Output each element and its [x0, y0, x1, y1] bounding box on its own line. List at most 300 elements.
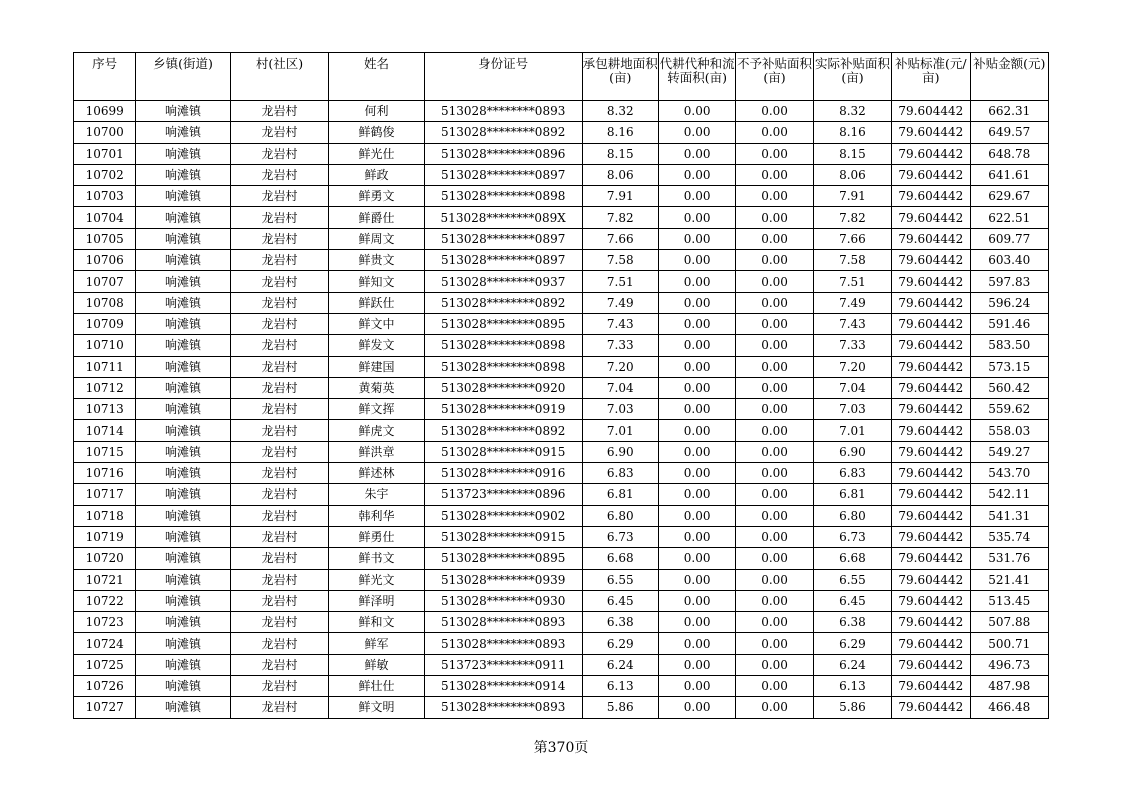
amount-cell: 496.73 [970, 654, 1048, 675]
transfer-area-cell: 0.00 [658, 313, 735, 334]
column-header: 序号 [74, 53, 136, 101]
contracted-area-cell: 7.03 [582, 399, 658, 420]
standard-cell: 79.604442 [892, 612, 970, 633]
name-cell: 韩利华 [329, 505, 424, 526]
standard-cell: 79.604442 [892, 313, 970, 334]
contracted-area-cell: 8.15 [582, 143, 658, 164]
excluded-area-cell: 0.00 [736, 654, 813, 675]
excluded-area-cell: 0.00 [736, 228, 813, 249]
seq-cell: 10703 [74, 186, 136, 207]
contracted-area-cell: 7.04 [582, 377, 658, 398]
name-cell: 鲜述林 [329, 463, 424, 484]
table-row [74, 526, 1049, 547]
table-row [74, 250, 1049, 271]
transfer-area-cell: 0.00 [658, 186, 735, 207]
seq-cell: 10718 [74, 505, 136, 526]
column-header: 实际补贴面积(亩) [813, 53, 891, 101]
table-row [74, 441, 1049, 462]
village-cell: 龙岩村 [230, 377, 329, 398]
standard-cell: 79.604442 [892, 484, 970, 505]
contracted-area-cell: 6.38 [582, 612, 658, 633]
id-number-cell: 513028********0892 [424, 292, 582, 313]
amount-cell: 648.78 [970, 143, 1048, 164]
standard-cell: 79.604442 [892, 590, 970, 611]
table-row [74, 207, 1049, 228]
standard-cell: 79.604442 [892, 228, 970, 249]
actual-area-cell: 6.55 [813, 569, 891, 590]
actual-area-cell: 8.06 [813, 164, 891, 185]
standard-cell: 79.604442 [892, 548, 970, 569]
contracted-area-cell: 6.24 [582, 654, 658, 675]
actual-area-cell: 6.81 [813, 484, 891, 505]
standard-cell: 79.604442 [892, 441, 970, 462]
town-cell: 响滩镇 [136, 228, 230, 249]
seq-cell: 10724 [74, 633, 136, 654]
name-cell: 鲜周文 [329, 228, 424, 249]
transfer-area-cell: 0.00 [658, 164, 735, 185]
contracted-area-cell: 7.49 [582, 292, 658, 313]
contracted-area-cell: 7.33 [582, 335, 658, 356]
seq-cell: 10714 [74, 420, 136, 441]
town-cell: 响滩镇 [136, 654, 230, 675]
column-header: 村(社区) [230, 53, 329, 101]
seq-cell: 10705 [74, 228, 136, 249]
village-cell: 龙岩村 [230, 356, 329, 377]
contracted-area-cell: 6.80 [582, 505, 658, 526]
contracted-area-cell: 6.29 [582, 633, 658, 654]
table-row [74, 548, 1049, 569]
table-row [74, 697, 1049, 718]
table-row [74, 612, 1049, 633]
standard-cell: 79.604442 [892, 505, 970, 526]
amount-cell: 597.83 [970, 271, 1048, 292]
name-cell: 鲜光文 [329, 569, 424, 590]
town-cell: 响滩镇 [136, 612, 230, 633]
excluded-area-cell: 0.00 [736, 505, 813, 526]
seq-cell: 10699 [74, 101, 136, 122]
excluded-area-cell: 0.00 [736, 612, 813, 633]
standard-cell: 79.604442 [892, 697, 970, 718]
excluded-area-cell: 0.00 [736, 377, 813, 398]
table-row [74, 484, 1049, 505]
town-cell: 响滩镇 [136, 377, 230, 398]
transfer-area-cell: 0.00 [658, 676, 735, 697]
actual-area-cell: 8.16 [813, 122, 891, 143]
transfer-area-cell: 0.00 [658, 420, 735, 441]
id-number-cell: 513028********0898 [424, 186, 582, 207]
actual-area-cell: 7.03 [813, 399, 891, 420]
name-cell: 鲜跃仕 [329, 292, 424, 313]
village-cell: 龙岩村 [230, 313, 329, 334]
village-cell: 龙岩村 [230, 292, 329, 313]
subsidy-table [73, 52, 1049, 719]
actual-area-cell: 7.04 [813, 377, 891, 398]
table-row [74, 122, 1049, 143]
standard-cell: 79.604442 [892, 463, 970, 484]
transfer-area-cell: 0.00 [658, 399, 735, 420]
actual-area-cell: 6.45 [813, 590, 891, 611]
name-cell: 鲜和文 [329, 612, 424, 633]
village-cell: 龙岩村 [230, 569, 329, 590]
transfer-area-cell: 0.00 [658, 335, 735, 356]
amount-cell: 531.76 [970, 548, 1048, 569]
id-number-cell: 513028********0892 [424, 420, 582, 441]
table-body [74, 101, 1049, 719]
name-cell: 鲜文明 [329, 697, 424, 718]
name-cell: 鲜贵文 [329, 250, 424, 271]
standard-cell: 79.604442 [892, 654, 970, 675]
table-row [74, 377, 1049, 398]
header-row [74, 53, 1049, 101]
village-cell: 龙岩村 [230, 505, 329, 526]
excluded-area-cell: 0.00 [736, 590, 813, 611]
village-cell: 龙岩村 [230, 484, 329, 505]
town-cell: 响滩镇 [136, 676, 230, 697]
town-cell: 响滩镇 [136, 335, 230, 356]
seq-cell: 10709 [74, 313, 136, 334]
table-row [74, 633, 1049, 654]
name-cell: 鲜勇仕 [329, 526, 424, 547]
village-cell: 龙岩村 [230, 143, 329, 164]
column-header: 姓名 [329, 53, 424, 101]
amount-cell: 609.77 [970, 228, 1048, 249]
table-row [74, 590, 1049, 611]
id-number-cell: 513028********0930 [424, 590, 582, 611]
name-cell: 鲜洪章 [329, 441, 424, 462]
id-number-cell: 513028********0893 [424, 101, 582, 122]
name-cell: 鲜知文 [329, 271, 424, 292]
amount-cell: 507.88 [970, 612, 1048, 633]
excluded-area-cell: 0.00 [736, 250, 813, 271]
village-cell: 龙岩村 [230, 590, 329, 611]
id-number-cell: 513028********0898 [424, 335, 582, 356]
town-cell: 响滩镇 [136, 207, 230, 228]
amount-cell: 583.50 [970, 335, 1048, 356]
column-header: 承包耕地面积(亩) [582, 53, 658, 101]
actual-area-cell: 6.80 [813, 505, 891, 526]
amount-cell: 649.57 [970, 122, 1048, 143]
excluded-area-cell: 0.00 [736, 207, 813, 228]
standard-cell: 79.604442 [892, 101, 970, 122]
transfer-area-cell: 0.00 [658, 697, 735, 718]
id-number-cell: 513028********0919 [424, 399, 582, 420]
table-row [74, 313, 1049, 334]
name-cell: 鲜军 [329, 633, 424, 654]
town-cell: 响滩镇 [136, 186, 230, 207]
excluded-area-cell: 0.00 [736, 292, 813, 313]
id-number-cell: 513028********0893 [424, 633, 582, 654]
excluded-area-cell: 0.00 [736, 441, 813, 462]
standard-cell: 79.604442 [892, 271, 970, 292]
seq-cell: 10700 [74, 122, 136, 143]
transfer-area-cell: 0.00 [658, 569, 735, 590]
id-number-cell: 513028********0914 [424, 676, 582, 697]
contracted-area-cell: 5.86 [582, 697, 658, 718]
actual-area-cell: 6.24 [813, 654, 891, 675]
name-cell: 鲜建国 [329, 356, 424, 377]
amount-cell: 487.98 [970, 676, 1048, 697]
actual-area-cell: 6.68 [813, 548, 891, 569]
excluded-area-cell: 0.00 [736, 697, 813, 718]
village-cell: 龙岩村 [230, 463, 329, 484]
name-cell: 黄菊英 [329, 377, 424, 398]
town-cell: 响滩镇 [136, 399, 230, 420]
seq-cell: 10723 [74, 612, 136, 633]
contracted-area-cell: 7.82 [582, 207, 658, 228]
id-number-cell: 513028********0939 [424, 569, 582, 590]
page-number: 第370页 [533, 740, 589, 756]
standard-cell: 79.604442 [892, 356, 970, 377]
town-cell: 响滩镇 [136, 356, 230, 377]
town-cell: 响滩镇 [136, 313, 230, 334]
village-cell: 龙岩村 [230, 186, 329, 207]
village-cell: 龙岩村 [230, 271, 329, 292]
table-row [74, 101, 1049, 122]
contracted-area-cell: 7.43 [582, 313, 658, 334]
transfer-area-cell: 0.00 [658, 207, 735, 228]
excluded-area-cell: 0.00 [736, 271, 813, 292]
seq-cell: 10701 [74, 143, 136, 164]
village-cell: 龙岩村 [230, 101, 329, 122]
actual-area-cell: 7.66 [813, 228, 891, 249]
name-cell: 鲜光仕 [329, 143, 424, 164]
id-number-cell: 513028********0892 [424, 122, 582, 143]
seq-cell: 10725 [74, 654, 136, 675]
amount-cell: 543.70 [970, 463, 1048, 484]
village-cell: 龙岩村 [230, 441, 329, 462]
excluded-area-cell: 0.00 [736, 356, 813, 377]
village-cell: 龙岩村 [230, 228, 329, 249]
actual-area-cell: 7.82 [813, 207, 891, 228]
excluded-area-cell: 0.00 [736, 164, 813, 185]
amount-cell: 641.61 [970, 164, 1048, 185]
transfer-area-cell: 0.00 [658, 441, 735, 462]
contracted-area-cell: 8.32 [582, 101, 658, 122]
seq-cell: 10720 [74, 548, 136, 569]
town-cell: 响滩镇 [136, 569, 230, 590]
name-cell: 鲜壮仕 [329, 676, 424, 697]
id-number-cell: 513723********0911 [424, 654, 582, 675]
amount-cell: 662.31 [970, 101, 1048, 122]
standard-cell: 79.604442 [892, 420, 970, 441]
contracted-area-cell: 6.68 [582, 548, 658, 569]
name-cell: 鲜书文 [329, 548, 424, 569]
actual-area-cell: 6.13 [813, 676, 891, 697]
amount-cell: 573.15 [970, 356, 1048, 377]
standard-cell: 79.604442 [892, 143, 970, 164]
town-cell: 响滩镇 [136, 441, 230, 462]
transfer-area-cell: 0.00 [658, 590, 735, 611]
name-cell: 鲜鹤俊 [329, 122, 424, 143]
name-cell: 鲜发文 [329, 335, 424, 356]
seq-cell: 10710 [74, 335, 136, 356]
town-cell: 响滩镇 [136, 143, 230, 164]
contracted-area-cell: 7.20 [582, 356, 658, 377]
town-cell: 响滩镇 [136, 548, 230, 569]
village-cell: 龙岩村 [230, 697, 329, 718]
name-cell: 朱宇 [329, 484, 424, 505]
id-number-cell: 513723********0896 [424, 484, 582, 505]
village-cell: 龙岩村 [230, 122, 329, 143]
actual-area-cell: 5.86 [813, 697, 891, 718]
transfer-area-cell: 0.00 [658, 548, 735, 569]
name-cell: 鲜敏 [329, 654, 424, 675]
town-cell: 响滩镇 [136, 164, 230, 185]
seq-cell: 10719 [74, 526, 136, 547]
amount-cell: 622.51 [970, 207, 1048, 228]
amount-cell: 596.24 [970, 292, 1048, 313]
id-number-cell: 513028********0897 [424, 228, 582, 249]
table-row [74, 292, 1049, 313]
excluded-area-cell: 0.00 [736, 335, 813, 356]
town-cell: 响滩镇 [136, 590, 230, 611]
seq-cell: 10702 [74, 164, 136, 185]
seq-cell: 10707 [74, 271, 136, 292]
actual-area-cell: 7.33 [813, 335, 891, 356]
village-cell: 龙岩村 [230, 633, 329, 654]
standard-cell: 79.604442 [892, 399, 970, 420]
seq-cell: 10721 [74, 569, 136, 590]
amount-cell: 549.27 [970, 441, 1048, 462]
name-cell: 鲜泽明 [329, 590, 424, 611]
table-row [74, 186, 1049, 207]
table-row [74, 143, 1049, 164]
amount-cell: 513.45 [970, 590, 1048, 611]
name-cell: 鲜虎文 [329, 420, 424, 441]
actual-area-cell: 7.43 [813, 313, 891, 334]
actual-area-cell: 6.83 [813, 463, 891, 484]
town-cell: 响滩镇 [136, 484, 230, 505]
table-row [74, 399, 1049, 420]
seq-cell: 10712 [74, 377, 136, 398]
contracted-area-cell: 7.58 [582, 250, 658, 271]
amount-cell: 521.41 [970, 569, 1048, 590]
actual-area-cell: 6.38 [813, 612, 891, 633]
column-header: 身份证号 [424, 53, 582, 101]
excluded-area-cell: 0.00 [736, 548, 813, 569]
column-header: 补贴标准(元/亩) [892, 53, 970, 101]
town-cell: 响滩镇 [136, 420, 230, 441]
contracted-area-cell: 7.01 [582, 420, 658, 441]
town-cell: 响滩镇 [136, 633, 230, 654]
town-cell: 响滩镇 [136, 292, 230, 313]
seq-cell: 10717 [74, 484, 136, 505]
actual-area-cell: 7.51 [813, 271, 891, 292]
name-cell: 鲜文挥 [329, 399, 424, 420]
id-number-cell: 513028********0937 [424, 271, 582, 292]
actual-area-cell: 8.15 [813, 143, 891, 164]
id-number-cell: 513028********0897 [424, 164, 582, 185]
name-cell: 何利 [329, 101, 424, 122]
amount-cell: 541.31 [970, 505, 1048, 526]
village-cell: 龙岩村 [230, 548, 329, 569]
column-header: 乡镇(街道) [136, 53, 230, 101]
village-cell: 龙岩村 [230, 164, 329, 185]
contracted-area-cell: 7.91 [582, 186, 658, 207]
village-cell: 龙岩村 [230, 612, 329, 633]
table-row [74, 505, 1049, 526]
name-cell: 鲜爵仕 [329, 207, 424, 228]
actual-area-cell: 6.90 [813, 441, 891, 462]
table-row [74, 463, 1049, 484]
id-number-cell: 513028********0895 [424, 313, 582, 334]
town-cell: 响滩镇 [136, 122, 230, 143]
excluded-area-cell: 0.00 [736, 313, 813, 334]
actual-area-cell: 7.91 [813, 186, 891, 207]
id-number-cell: 513028********0898 [424, 356, 582, 377]
seq-cell: 10715 [74, 441, 136, 462]
contracted-area-cell: 7.51 [582, 271, 658, 292]
village-cell: 龙岩村 [230, 207, 329, 228]
id-number-cell: 513028********0893 [424, 697, 582, 718]
standard-cell: 79.604442 [892, 676, 970, 697]
excluded-area-cell: 0.00 [736, 526, 813, 547]
amount-cell: 603.40 [970, 250, 1048, 271]
excluded-area-cell: 0.00 [736, 420, 813, 441]
village-cell: 龙岩村 [230, 654, 329, 675]
id-number-cell: 513028********0920 [424, 377, 582, 398]
table-row [74, 356, 1049, 377]
excluded-area-cell: 0.00 [736, 101, 813, 122]
contracted-area-cell: 6.55 [582, 569, 658, 590]
actual-area-cell: 7.20 [813, 356, 891, 377]
town-cell: 响滩镇 [136, 463, 230, 484]
transfer-area-cell: 0.00 [658, 505, 735, 526]
village-cell: 龙岩村 [230, 250, 329, 271]
standard-cell: 79.604442 [892, 207, 970, 228]
town-cell: 响滩镇 [136, 505, 230, 526]
excluded-area-cell: 0.00 [736, 569, 813, 590]
amount-cell: 629.67 [970, 186, 1048, 207]
town-cell: 响滩镇 [136, 526, 230, 547]
id-number-cell: 513028********0895 [424, 548, 582, 569]
table-row [74, 164, 1049, 185]
id-number-cell: 513028********089X [424, 207, 582, 228]
amount-cell: 559.62 [970, 399, 1048, 420]
name-cell: 鲜文中 [329, 313, 424, 334]
actual-area-cell: 7.01 [813, 420, 891, 441]
transfer-area-cell: 0.00 [658, 356, 735, 377]
amount-cell: 542.11 [970, 484, 1048, 505]
town-cell: 响滩镇 [136, 697, 230, 718]
contracted-area-cell: 6.13 [582, 676, 658, 697]
contracted-area-cell: 7.66 [582, 228, 658, 249]
column-header: 不予补贴面积(亩) [736, 53, 813, 101]
actual-area-cell: 7.49 [813, 292, 891, 313]
excluded-area-cell: 0.00 [736, 633, 813, 654]
actual-area-cell: 8.32 [813, 101, 891, 122]
seq-cell: 10726 [74, 676, 136, 697]
contracted-area-cell: 6.73 [582, 526, 658, 547]
table-row [74, 271, 1049, 292]
amount-cell: 466.48 [970, 697, 1048, 718]
standard-cell: 79.604442 [892, 164, 970, 185]
id-number-cell: 513028********0902 [424, 505, 582, 526]
table-row [74, 420, 1049, 441]
id-number-cell: 513028********0916 [424, 463, 582, 484]
id-number-cell: 513028********0896 [424, 143, 582, 164]
table-row [74, 228, 1049, 249]
transfer-area-cell: 0.00 [658, 654, 735, 675]
transfer-area-cell: 0.00 [658, 250, 735, 271]
table-row [74, 569, 1049, 590]
contracted-area-cell: 8.16 [582, 122, 658, 143]
standard-cell: 79.604442 [892, 377, 970, 398]
seq-cell: 10722 [74, 590, 136, 611]
excluded-area-cell: 0.00 [736, 676, 813, 697]
seq-cell: 10708 [74, 292, 136, 313]
standard-cell: 79.604442 [892, 250, 970, 271]
